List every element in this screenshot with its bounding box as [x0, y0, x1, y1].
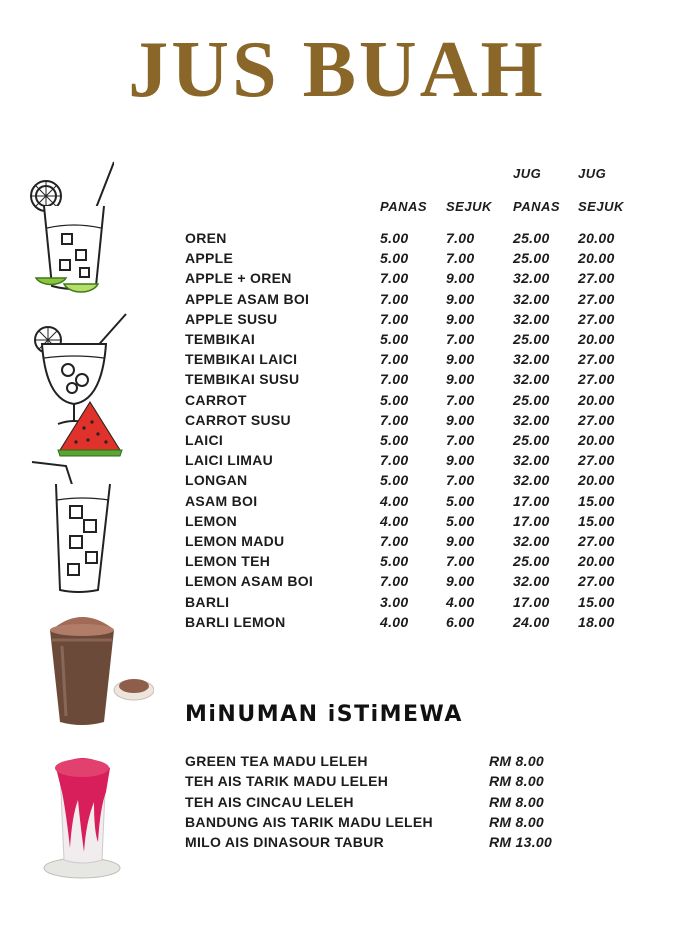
menu-item-name: CARROT — [185, 391, 247, 408]
price-jug-sejuk: 15.00 — [578, 512, 615, 529]
price-panas: 5.00 — [380, 472, 409, 489]
special-item-price: RM 8.00 — [489, 773, 545, 790]
menu-item-name: LONGAN — [185, 472, 248, 489]
price-sejuk: 9.00 — [446, 270, 475, 287]
price-jug-panas: 25.00 — [513, 553, 550, 570]
special-item-name: BANDUNG AIS TARIK MADU LELEH — [185, 813, 433, 830]
price-panas: 5.00 — [380, 230, 409, 246]
price-panas: 4.00 — [380, 613, 409, 630]
price-jug-sejuk: 20.00 — [578, 553, 615, 570]
page-title: JUS BUAH — [128, 26, 546, 114]
price-panas: 7.00 — [380, 573, 409, 590]
price-jug-panas: 25.00 — [513, 250, 550, 267]
price-jug-panas: 25.00 — [513, 230, 550, 246]
price-sejuk: 7.00 — [446, 250, 475, 267]
price-jug-panas: 32.00 — [513, 411, 550, 428]
price-jug-sejuk: 18.00 — [578, 613, 615, 630]
menu-item-name: BARLI — [185, 593, 230, 610]
price-panas: 5.00 — [380, 391, 409, 408]
price-jug-sejuk: 15.00 — [578, 593, 615, 610]
price-jug-panas: 25.00 — [513, 331, 550, 347]
special-title: MiNUMAN iSTiMEWA — [185, 702, 463, 727]
price-sejuk: 9.00 — [446, 573, 475, 590]
price-panas: 7.00 — [380, 310, 409, 327]
menu-item-name: TEMBIKAI — [185, 331, 256, 347]
price-jug-sejuk: 27.00 — [578, 310, 615, 327]
price-sejuk: 7.00 — [446, 472, 475, 489]
price-sejuk: 7.00 — [446, 553, 475, 570]
price-jug-sejuk: 20.00 — [578, 391, 615, 408]
pink-drip-drink-illustration — [40, 752, 125, 882]
menu-item-name: LAICI LIMAU — [185, 452, 274, 469]
price-panas: 7.00 — [380, 533, 409, 549]
price-jug-panas: 32.00 — [513, 533, 550, 549]
price-jug-panas: 32.00 — [513, 573, 550, 590]
price-jug-sejuk: 20.00 — [578, 331, 615, 347]
price-sejuk: 5.00 — [446, 492, 475, 509]
special-item-price: RM 13.00 — [489, 834, 553, 851]
menu-item-name: APPLE ASAM BOI — [185, 290, 310, 307]
price-panas: 7.00 — [380, 411, 409, 428]
price-sejuk: 9.00 — [446, 310, 475, 327]
price-sejuk: 9.00 — [446, 411, 475, 428]
menu-item-name: LEMON TEH — [185, 553, 271, 570]
price-jug-panas: 25.00 — [513, 432, 550, 448]
price-panas: 4.00 — [380, 492, 409, 509]
price-panas: 5.00 — [380, 331, 409, 347]
price-jug-panas: 32.00 — [513, 270, 550, 287]
price-jug-panas: 17.00 — [513, 593, 550, 610]
menu-item-name: APPLE + OREN — [185, 270, 292, 287]
price-jug-panas: 25.00 — [513, 391, 550, 408]
price-sejuk: 9.00 — [446, 452, 475, 469]
chocolate-drink-illustration — [44, 606, 154, 730]
price-jug-panas: 32.00 — [513, 351, 550, 368]
price-panas: 7.00 — [380, 351, 409, 368]
price-panas: 5.00 — [380, 553, 409, 570]
straw — [96, 162, 114, 208]
special-item-price: RM 8.00 — [489, 813, 545, 830]
price-jug-sejuk: 27.00 — [578, 533, 615, 549]
price-sejuk: 6.00 — [446, 613, 475, 630]
special-item-name: GREEN TEA MADU LELEH — [185, 753, 368, 769]
header-jug-2: JUG — [578, 166, 607, 181]
menu-item-name: OREN — [185, 230, 227, 246]
price-sejuk: 9.00 — [446, 290, 475, 307]
price-panas: 4.00 — [380, 512, 409, 529]
price-jug-panas: 17.00 — [513, 492, 550, 509]
price-jug-sejuk: 20.00 — [578, 250, 615, 267]
price-jug-sejuk: 15.00 — [578, 492, 615, 509]
price-sejuk: 9.00 — [446, 371, 475, 388]
price-jug-sejuk: 27.00 — [578, 452, 615, 469]
menu-item-name: CARROT SUSU — [185, 411, 291, 428]
menu-item-name: TEMBIKAI LAICI — [185, 351, 298, 368]
lemon-juice-glass-illustration — [24, 158, 114, 303]
price-panas: 7.00 — [380, 371, 409, 388]
price-panas: 3.00 — [380, 593, 409, 610]
menu-item-name: LEMON MADU — [185, 533, 285, 549]
price-jug-sejuk: 20.00 — [578, 230, 615, 246]
price-sejuk: 7.00 — [446, 230, 475, 246]
tall-glass-illustration — [30, 456, 120, 596]
price-jug-sejuk: 27.00 — [578, 290, 615, 307]
price-jug-sejuk: 27.00 — [578, 351, 615, 368]
price-panas: 7.00 — [380, 290, 409, 307]
price-sejuk: 4.00 — [446, 593, 475, 610]
menu-item-name: LEMON — [185, 512, 238, 529]
price-jug-panas: 32.00 — [513, 290, 550, 307]
price-jug-panas: 32.00 — [513, 371, 550, 388]
price-sejuk: 5.00 — [446, 512, 475, 529]
watermelon-cocktail-illustration — [28, 310, 128, 460]
special-item-price: RM 8.00 — [489, 753, 545, 769]
price-jug-sejuk: 27.00 — [578, 270, 615, 287]
price-sejuk: 7.00 — [446, 331, 475, 347]
menu-item-name: APPLE SUSU — [185, 310, 278, 327]
menu-item-name: BARLI LEMON — [185, 613, 286, 630]
price-jug-sejuk: 20.00 — [578, 472, 615, 489]
price-jug-sejuk: 27.00 — [578, 573, 615, 590]
header-jug-sejuk: SEJUK — [578, 199, 624, 214]
menu-item-name: LAICI — [185, 432, 224, 448]
menu-item-name: ASAM BOI — [185, 492, 258, 509]
price-sejuk: 7.00 — [446, 391, 475, 408]
special-item-name: TEH AIS CINCAU LELEH — [185, 793, 354, 810]
price-jug-panas: 32.00 — [513, 310, 550, 327]
price-jug-sejuk: 27.00 — [578, 371, 615, 388]
price-jug-panas: 32.00 — [513, 472, 550, 489]
special-item-name: MILO AIS DINASOUR TABUR — [185, 834, 385, 851]
price-panas: 5.00 — [380, 432, 409, 448]
price-sejuk: 9.00 — [446, 533, 475, 549]
price-jug-panas: 32.00 — [513, 452, 550, 469]
special-item-name: TEH AIS TARIK MADU LELEH — [185, 773, 389, 790]
menu-item-name: APPLE — [185, 250, 234, 267]
price-jug-panas: 24.00 — [513, 613, 550, 630]
header-jug-panas: PANAS — [513, 199, 561, 214]
header-jug-1: JUG — [513, 166, 542, 181]
price-panas: 5.00 — [380, 250, 409, 267]
price-sejuk: 9.00 — [446, 351, 475, 368]
price-sejuk: 7.00 — [446, 432, 475, 448]
price-jug-sejuk: 20.00 — [578, 432, 615, 448]
header-sejuk: SEJUK — [446, 199, 492, 214]
menu-item-name: LEMON ASAM BOI — [185, 573, 314, 590]
header-panas: PANAS — [380, 199, 428, 214]
menu-item-name: TEMBIKAI SUSU — [185, 371, 300, 388]
price-panas: 7.00 — [380, 270, 409, 287]
price-panas: 7.00 — [380, 452, 409, 469]
special-item-price: RM 8.00 — [489, 793, 545, 810]
price-jug-panas: 17.00 — [513, 512, 550, 529]
price-jug-sejuk: 27.00 — [578, 411, 615, 428]
